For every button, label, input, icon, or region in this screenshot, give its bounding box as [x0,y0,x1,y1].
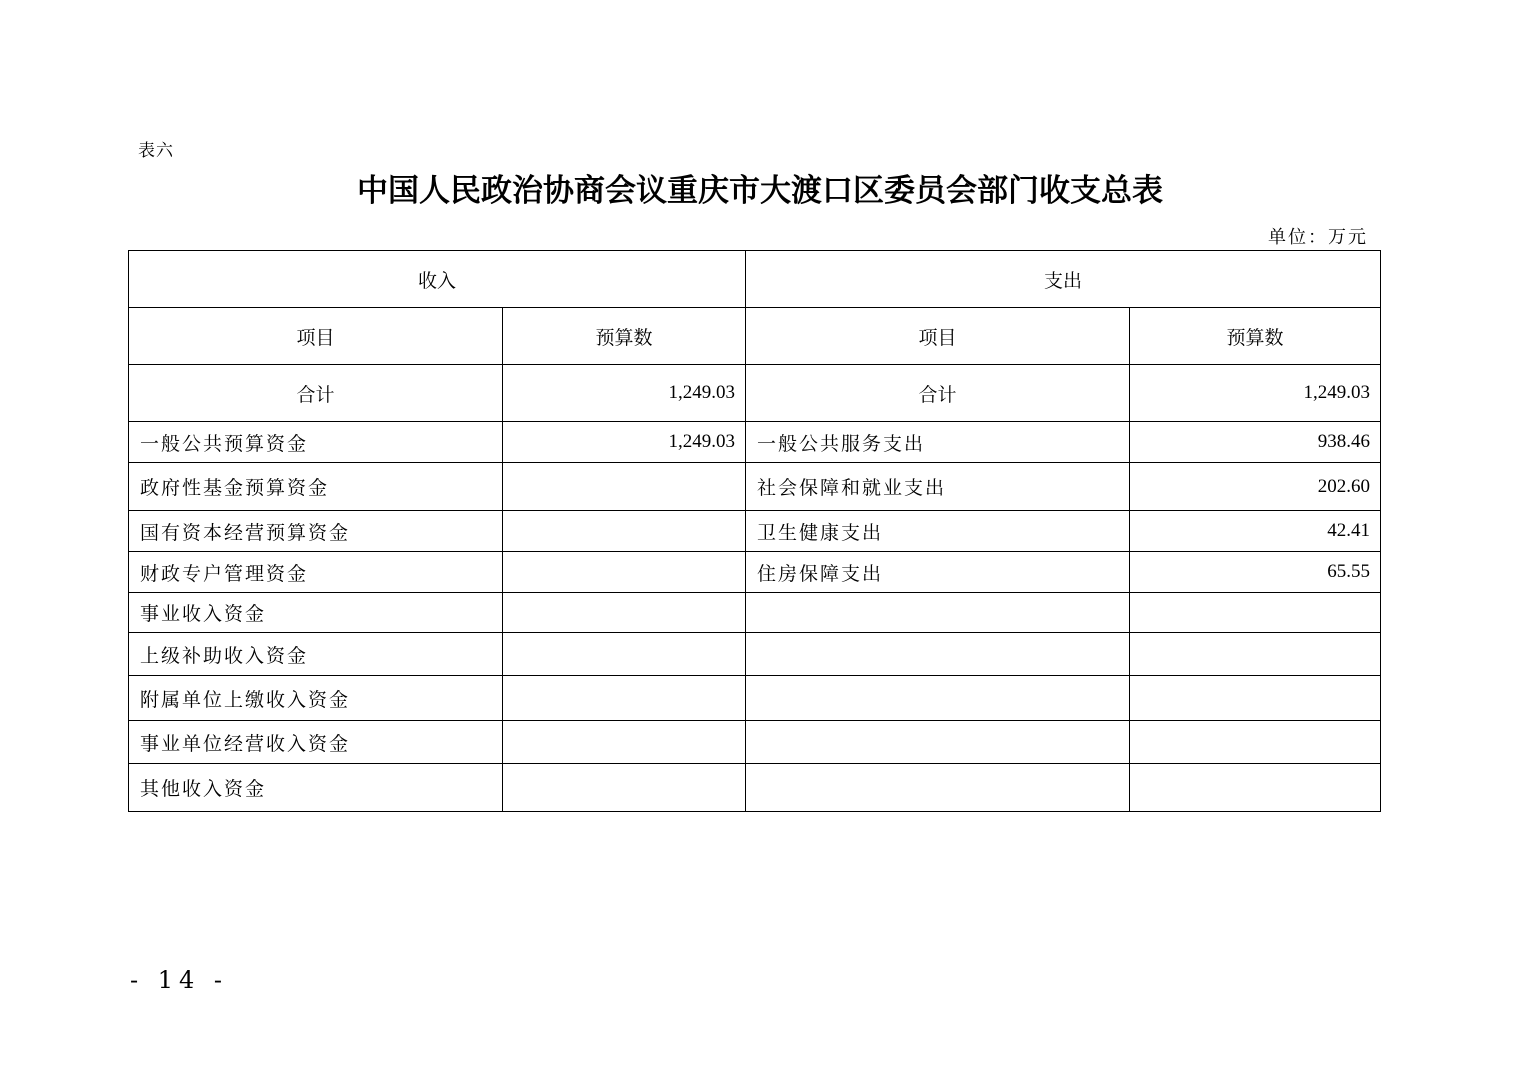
income-item: 事业收入资金 [129,593,503,633]
income-value [503,676,746,721]
expense-item [746,721,1130,764]
expense-total-value: 1,249.03 [1130,365,1381,422]
table-row [129,422,1381,463]
income-value [503,552,746,593]
income-item: 事业单位经营收入资金 [129,721,503,764]
page-number: - 14 - [130,966,229,994]
expense-value [1130,764,1381,812]
income-total-value: 1,249.03 [503,365,746,422]
expense-item: 卫生健康支出 [746,511,1130,552]
income-total-label: 合计 [129,365,503,422]
expense-item: 一般公共服务支出 [746,422,1130,463]
income-item: 财政专户管理资金 [129,552,503,593]
section-header-row [129,251,1381,308]
expense-item [746,676,1130,721]
income-value [503,511,746,552]
income-value [503,764,746,812]
income-item: 其他收入资金 [129,764,503,812]
total-row [129,365,1381,422]
expense-value [1130,721,1381,764]
income-budget-header: 预算数 [503,308,746,365]
income-item-header: 项目 [129,308,503,365]
budget-summary-table [128,250,1381,812]
table-row [129,552,1381,593]
document-title: 中国人民政治协商会议重庆市大渡口区委员会部门收支总表 [357,173,1163,209]
expense-item-header: 项目 [746,308,1130,365]
expense-item [746,593,1130,633]
expense-value: 202.60 [1130,463,1381,511]
table-row [129,593,1381,633]
income-value [503,721,746,764]
expense-item [746,764,1130,812]
expense-item: 住房保障支出 [746,552,1130,593]
expense-value [1130,676,1381,721]
income-section-header: 收入 [129,251,746,308]
unit-note: 单位：万元 [1268,227,1368,248]
expense-value: 938.46 [1130,422,1381,463]
table-label: 表六 [138,141,174,161]
income-value [503,633,746,676]
table-row [129,764,1381,812]
column-header-row [129,308,1381,365]
expense-budget-header: 预算数 [1130,308,1381,365]
table-row [129,463,1381,511]
income-item: 附属单位上缴收入资金 [129,676,503,721]
table-row [129,721,1381,764]
expense-value [1130,633,1381,676]
expense-section-header: 支出 [746,251,1381,308]
table-row [129,511,1381,552]
expense-value: 42.41 [1130,511,1381,552]
income-item: 上级补助收入资金 [129,633,503,676]
table-row [129,633,1381,676]
income-value [503,593,746,633]
income-item: 国有资本经营预算资金 [129,511,503,552]
expense-item: 社会保障和就业支出 [746,463,1130,511]
income-item: 一般公共预算资金 [129,422,503,463]
expense-item [746,633,1130,676]
income-value [503,463,746,511]
expense-value [1130,593,1381,633]
table-row [129,676,1381,721]
income-value: 1,249.03 [503,422,746,463]
expense-value: 65.55 [1130,552,1381,593]
income-item: 政府性基金预算资金 [129,463,503,511]
expense-total-label: 合计 [746,365,1130,422]
